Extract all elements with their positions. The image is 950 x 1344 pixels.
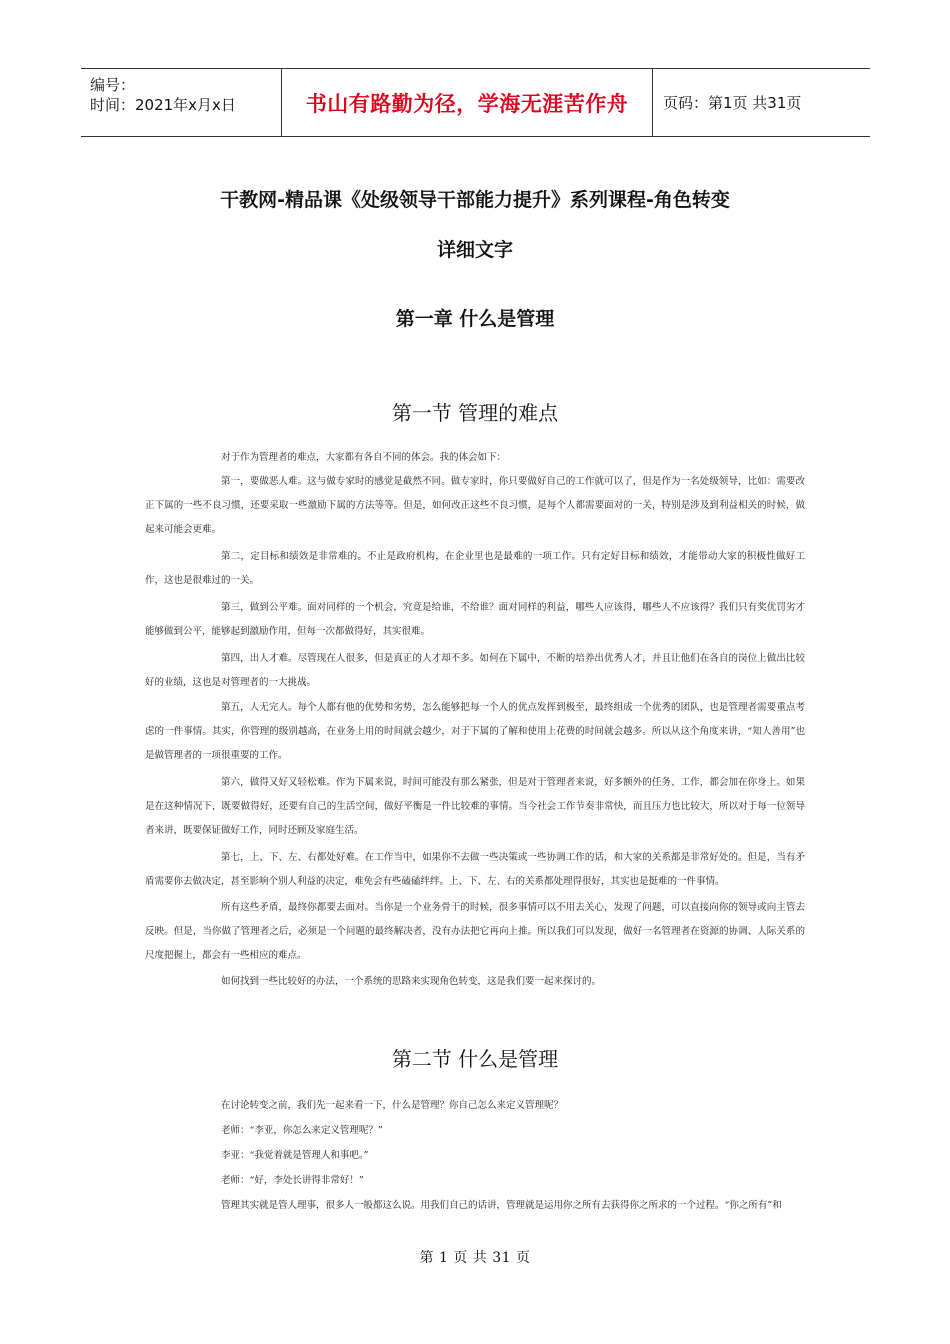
paragraph: 第六，做得又好又轻松难。作为下属来说，时间可能没有那么紧张，但是对于管理者来说，好多额外的任务、工作，都会加在你身上。如果是在这种情况下，既要做得好，还要有自己的生活空间，做好平衡是一件比较难的事情。当今社会工作节奏非常快，而且压力也比较大，所以对于每一位领导者来讲，既要保证做好工作，同时还顾及家庭生活。 xyxy=(145,777,805,836)
number-label: 编号： xyxy=(90,76,136,94)
page-footer: 第 1 页 共 31 页 xyxy=(419,1250,531,1266)
dialogue-line: 李亚：“我觉着就是管理人和事吧。” xyxy=(221,1150,369,1161)
dialogue-line: 老师：“好，李处长讲得非常好！” xyxy=(221,1175,364,1186)
paragraph: 第一，要做恶人难。这与做专家时的感觉是截然不同。做专家时，你只要做好自己的工作就可以了，但是作为一名处级领导，比如：需要改正下属的一些不良习惯，还要采取一些激励下属的方法等等。但是，如何改正这些不良习惯，是每个人都需要面对的一关，特别是涉及到利益相关的时候，做起来可能会更难。 xyxy=(145,476,805,535)
paragraph: 在讨论转变之前，我们先一起来看一下，什么是管理？你自己怎么来定义管理呢？ xyxy=(221,1100,564,1111)
paragraph: 对于作为管理者的难点，大家都有各自不同的体会。我的体会如下： xyxy=(221,452,507,463)
paragraph: 第四，出人才难。尽管现在人很多，但是真正的人才却不多。如何在下属中，不断的培养出优秀人才，并且让他们在各自的岗位上做出比较好的业绩，这也是对管理者的一大挑战。 xyxy=(145,653,805,688)
chapter-heading: 第一章 什么是管理 xyxy=(395,308,555,330)
paragraph: 第二，定目标和绩效是非常难的。不止是政府机构，在企业里也是最难的一项工作。只有定好目标和绩效，才能带动大家的积极性做好工作，这也是很难过的一关。 xyxy=(145,551,805,586)
paragraph: 第七，上、下、左、右都处好难。在工作当中，如果你不去做一些决策或一些协调工作的话，和大家的关系都是非常好处的。但是，当有矛盾需要你去做决定，甚至影响个别人利益的决定，难免会有些磕磕绊绊。上、下、左、右的关系都处理得很好，其实也是挺难的一件事情。 xyxy=(145,852,805,887)
page-header xyxy=(81,68,870,137)
paragraph: 第三，做到公平难。面对同样的一个机会，究竟是给谁，不给谁？面对同样的利益，哪些人应该得，哪些人不应该得？我们只有奖优罚劣才能够做到公平，能够起到激励作用，但每一次都做得好，其实很难。 xyxy=(145,602,805,637)
paragraph: 管理其实就是管人理事，很多人一般都这么说。用我们自己的话讲，管理就是运用你之所有去获得你之所求的一个过程。“你之所有”和 xyxy=(221,1200,782,1211)
page-info: 页码：第1页 共31页 xyxy=(663,94,802,112)
time-label: 时间：2021年x月x日 xyxy=(90,96,236,114)
header-middle-cell xyxy=(281,69,653,136)
paragraph: 所有这些矛盾，最终你都要去面对。当你是一个业务骨干的时候，很多事情可以不用去关心，发现了问题，可以直接向你的领导或向主管去反映。但是，当你做了管理者之后，必须是一个问题的最终解决者，没有办法把它再向上推。所以我们可以发现，做好一名管理者在资源的协调、人际关系的尺度把握上，都会有一些相应的难点。 xyxy=(145,902,805,961)
header-left-cell xyxy=(81,69,281,136)
section-heading-2: 第二节 什么是管理 xyxy=(391,1047,559,1071)
section-heading-1: 第一节 管理的难点 xyxy=(391,401,559,425)
paragraph: 第五，人无完人。每个人都有他的优势和劣势，怎么能够把每一个人的优点发挥到极至，最终组成一个优秀的团队，也是管理者需要重点考虑的一件事情。其实，你管理的级别越高，在业务上用的时间就会越少，对于下属的了解和使用上花费的时间就会越多。所以从这个角度来讲，“知人善用”也是做管理者的一项很重要的工作。 xyxy=(145,702,805,761)
document-title: 干教网-精品课《处级领导干部能力提升》系列课程-角色转变 xyxy=(220,189,730,211)
dialogue-line: 老师：“李亚，你怎么来定义管理呢？” xyxy=(221,1125,383,1136)
document-subtitle: 详细文字 xyxy=(436,239,513,261)
motto: 书山有路勤为径，学海无涯苦作舟 xyxy=(305,91,629,116)
paragraph: 如何找到一些比较好的办法，一个系统的思路来实现角色转变，这是我们要一起来探讨的。 xyxy=(221,976,602,987)
header-right-cell xyxy=(653,69,870,136)
